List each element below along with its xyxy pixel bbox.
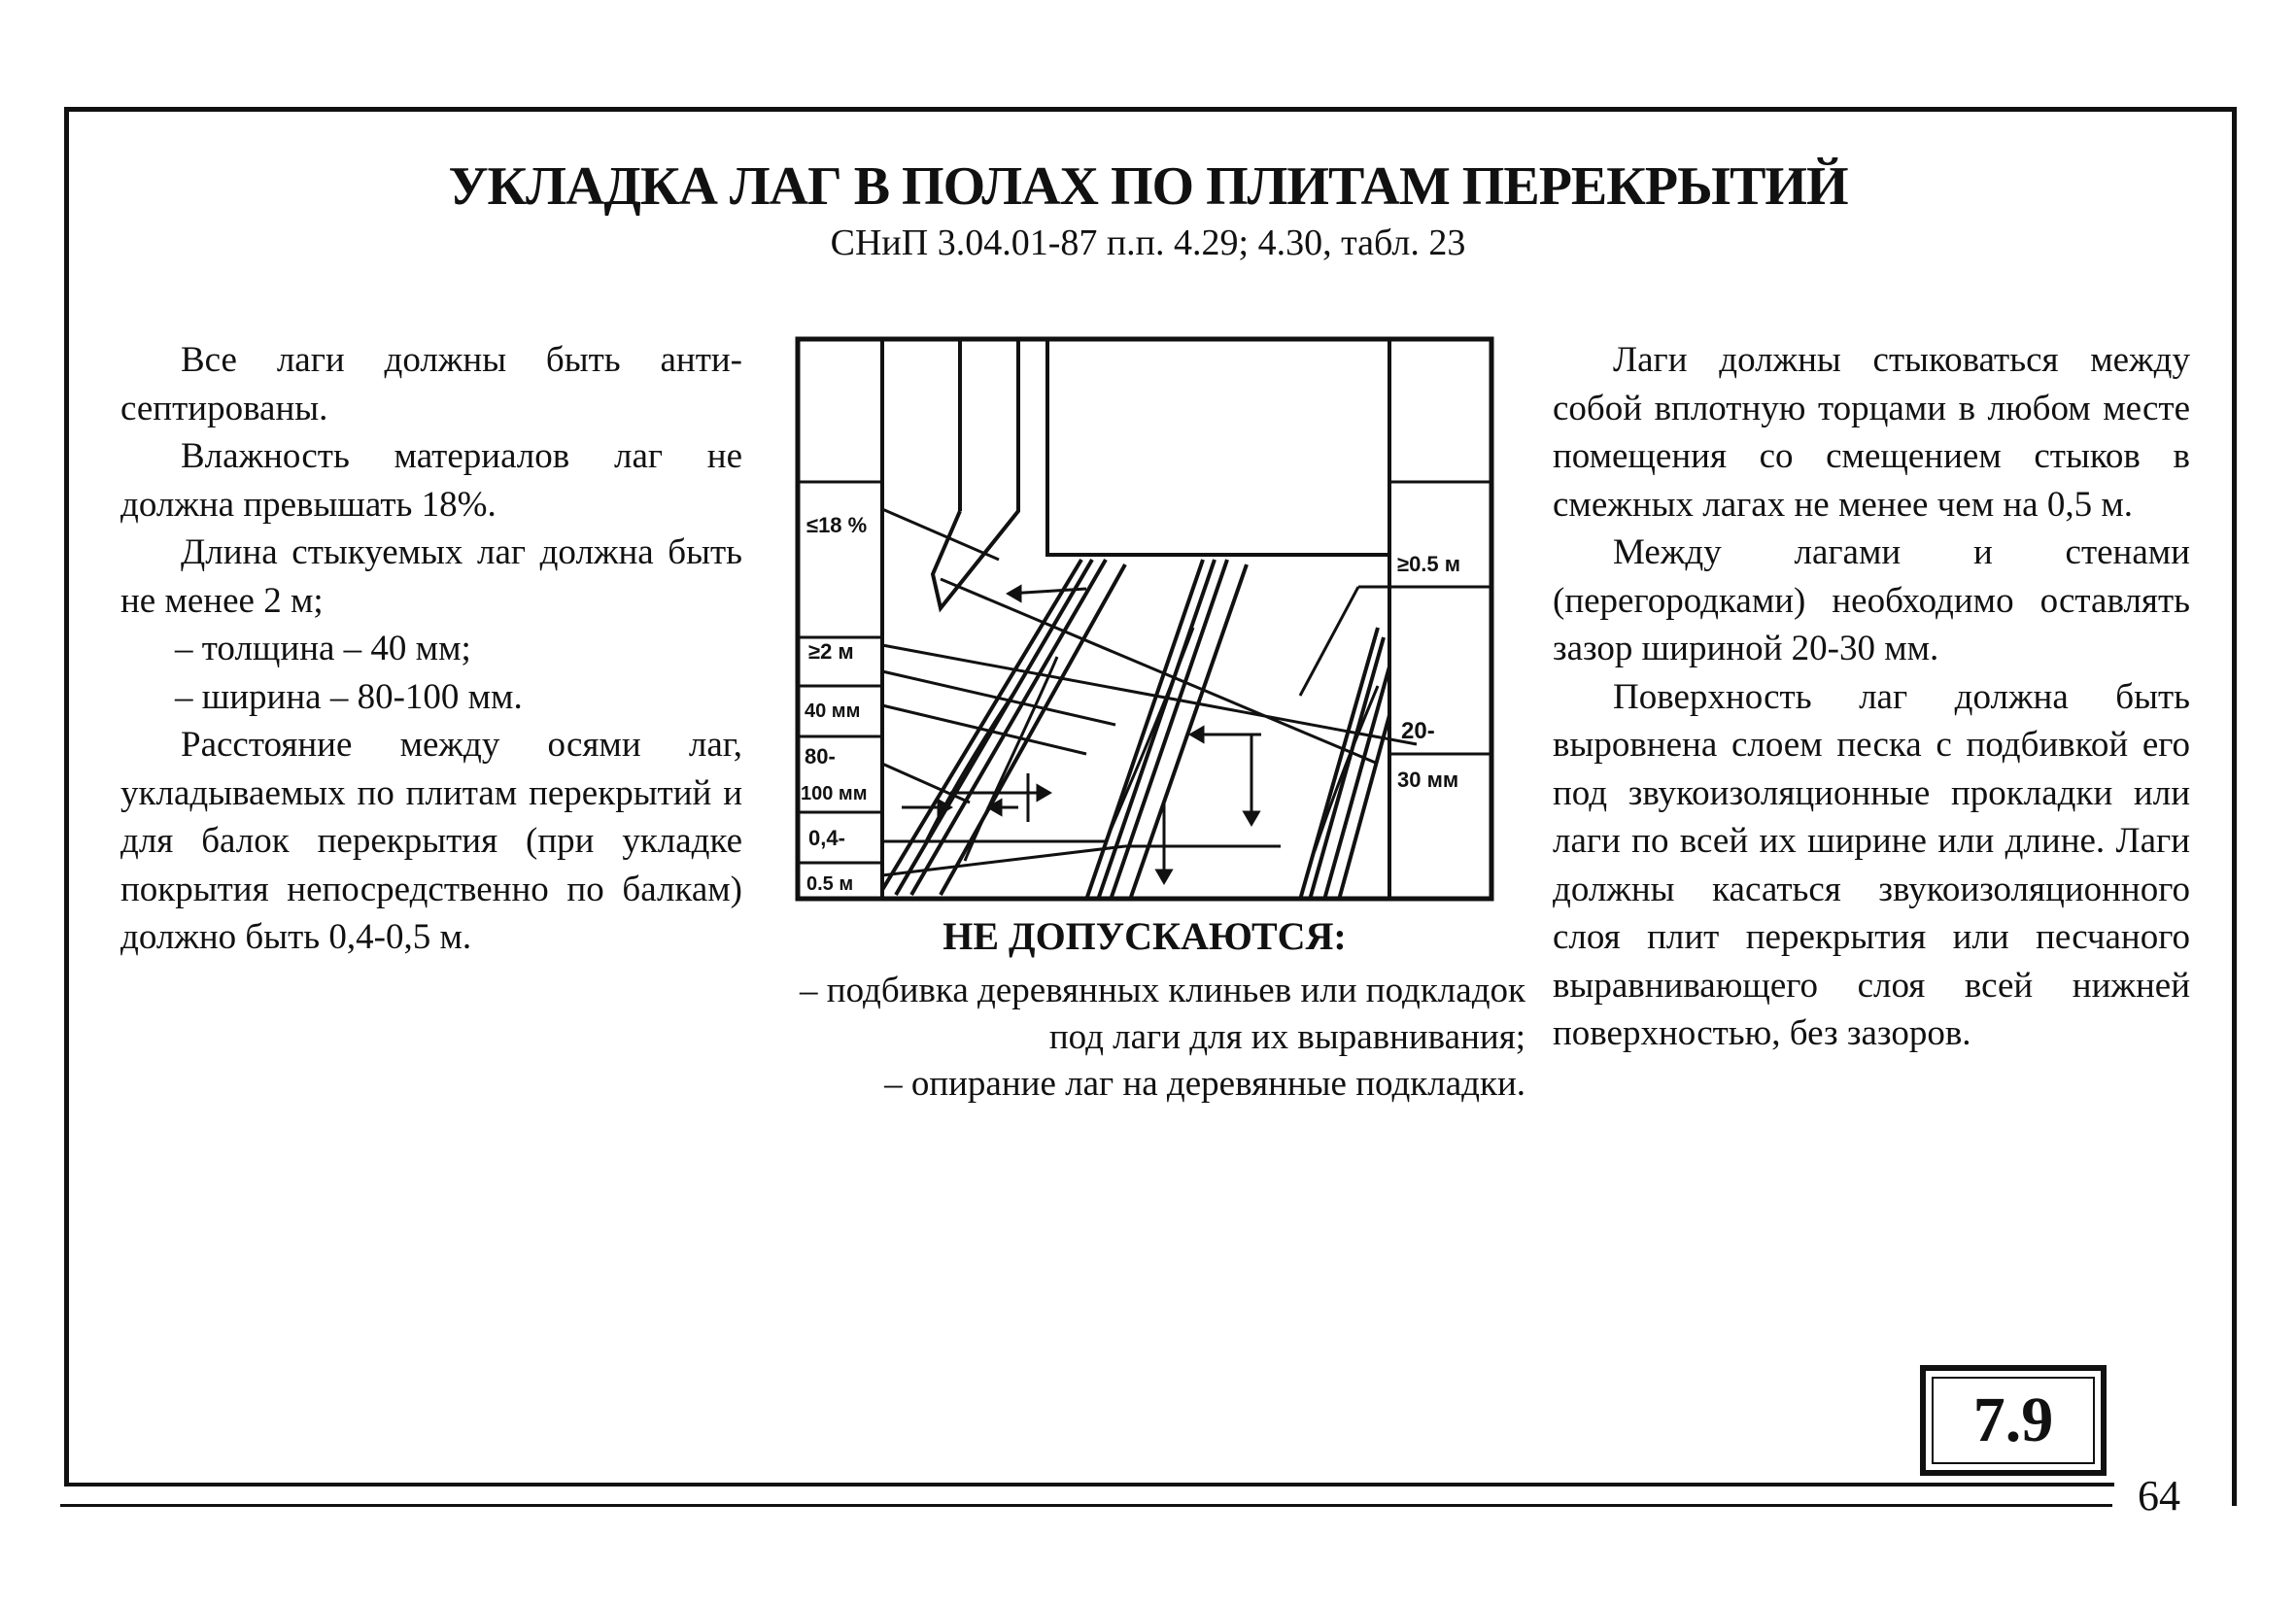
left-paragraph-antiseptic: Все лаги должны быть анти-септированы. [120,340,742,428]
right-paragraph-wall-gap: Между лагами и стенами (перегородками) необходимо оставлять зазор шириной 20-30 мм. [1553,532,2190,668]
frame-right-border [2232,107,2237,1506]
not-allowed-title: НЕ ДОПУСКАЮТСЯ: [942,914,1347,958]
left-paragraph-spacing: Расстояние между осями лаг, укладываемых по плитам перекрытий и для балок перекрытия (при укладке покрытия непосредственно по балкам) должно быть 0,4-0,5 м. [120,725,742,957]
left-paragraph-length: Длина стыкуемых лаг должна быть не менее 2 м; [120,532,742,621]
not-allowed-list [768,968,1525,1108]
page-title: УКЛАДКА ЛАГ В ПОЛАХ ПО ПЛИТАМ ПЕРЕКРЫТИЙ [448,156,1848,217]
frame-bottom-rule [60,1504,2112,1507]
right-paragraph-joints: Лаги должны стыковаться между собой вплотную торцами в любом месте помещения со смещением стыков в смежных лагах не менее чем на 0,5 м. [1553,340,2190,525]
label-gap-bottom: 30 мм [1397,768,1459,792]
section-badge-number: 7.9 [1932,1377,2095,1464]
label-width-top: 80- [805,744,836,769]
label-moisture: ≤18 % [806,513,868,537]
wall-corner [933,339,1018,608]
left-item-thickness: – толщина – 40 мм; [175,629,471,668]
section-badge [1920,1365,2107,1476]
dimension-arrows [902,587,1261,882]
label-length: ≥2 м [808,639,854,664]
joist-1 [882,560,1125,895]
diagram-frame [798,339,1491,899]
left-paragraph-moisture: Влажность материалов лаг не должна превышать 18%. [120,436,742,525]
left-item-width: – ширина – 80-100 мм. [175,676,523,717]
label-width-bottom: 100 мм [801,783,868,804]
frame-top-border [66,107,2237,112]
label-spacing-bottom: 0.5 м [806,873,854,895]
page-number: 64 [2138,1472,2180,1520]
not-allowed-item-supports: – опирание лаг на деревянные подкладки. [884,1064,1525,1104]
page-subtitle: СНиП 3.04.01-87 п.п. 4.29; 4.30, табл. 23 [830,222,1466,263]
label-spacing-top: 0,4- [808,826,845,850]
not-allowed-item-wedges: – подбивка деревянных клиньев или подкладок под лаги для их выравнивания; [800,971,1525,1057]
frame-bottom-border [64,1483,2114,1486]
label-offset: ≥0.5 м [1397,552,1461,576]
right-paragraph-surface: Поверхность лаг должна быть выровнена слоем песка с подбивкой его под звукоизоляционные прокладки или лаги по всей их ширине или длине. Лаги должны касаться звукоизоляционного слоя плит перекрытия или песчаного выравнивающего слоя всей нижней поверхностью, без зазоров. [1553,676,2190,1053]
leader-lines [882,509,1417,875]
joist-diagram [795,336,1494,902]
floor-slab [1047,339,1389,555]
label-gap-top: 20- [1401,718,1435,744]
left-column [120,336,742,962]
label-thickness: 40 мм [805,700,861,722]
right-column [1553,336,2190,1058]
frame-left-border [64,107,69,1486]
